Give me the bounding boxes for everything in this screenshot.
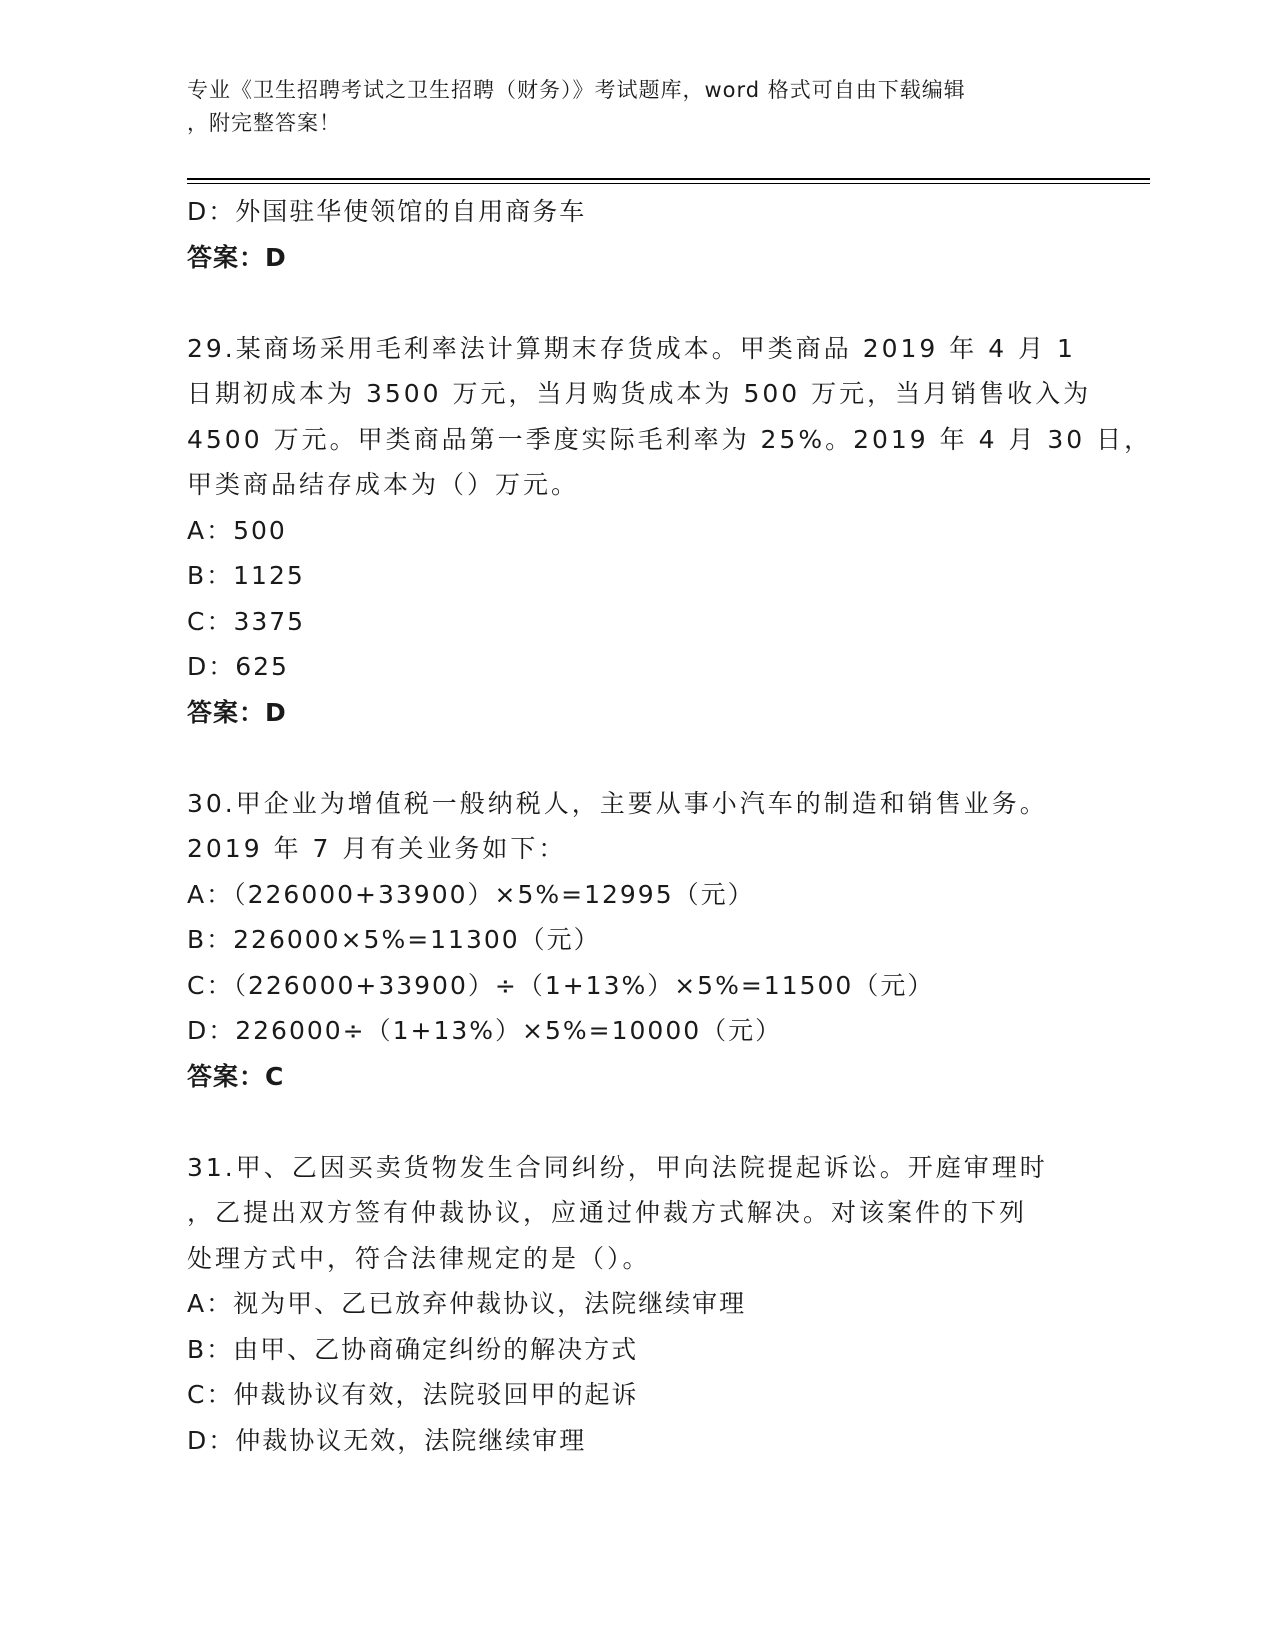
question-stem — [187, 781, 1087, 872]
block-gap — [187, 735, 1087, 781]
answer-option: B：1125 — [187, 561, 305, 590]
question-stem-line: 处理方式中，符合法律规定的是（）。 — [187, 1243, 651, 1273]
header-line-1: 专业《卫生招聘考试之卫生招聘（财务）》考试题库，word 格式可自由下载编辑 — [187, 78, 966, 102]
header-line-2: ，附完整答案！ — [187, 111, 341, 135]
answer-key: 答案：D — [187, 242, 287, 272]
answer-option: D：625 — [187, 652, 289, 681]
answer-option: B：由甲、乙协商确定纠纷的解决方式 — [187, 1334, 639, 1364]
answer-option: A：（226000+33900）×5%=12995（元） — [187, 879, 755, 909]
question-block — [187, 326, 1153, 736]
question-stem-line: 2019 年 7 月有关业务如下： — [187, 834, 567, 863]
question-list — [187, 189, 1153, 1463]
question-stem-line: 30.甲企业为增值税一般纳税人，主要从事小汽车的制造和销售业务。 — [187, 788, 1048, 818]
answer-option: B：226000×5%=11300（元） — [187, 925, 601, 954]
question-stem-line: 29.某商场采用毛利率法计算期末存货成本。甲类商品 2019 年 4 月 1 — [187, 333, 1076, 363]
answer-option: D：外国驻华使领馆的自用商务车 — [187, 197, 587, 226]
block-gap — [187, 1099, 1087, 1145]
question-stem-line: 日期初成本为 3500 万元，当月购货成本为 500 万元，当月销售收入为 — [187, 379, 1092, 408]
page-header — [187, 74, 1067, 140]
answer-option: C：仲裁协议有效，法院驳回甲的起诉 — [187, 1380, 639, 1409]
question-stem — [187, 1145, 1087, 1282]
block-gap — [187, 280, 1087, 326]
header-rule-thick — [187, 178, 1150, 180]
question-stem-line: 4500 万元。甲类商品第一季度实际毛利率为 25%。2019 年 4 月 30 日， — [187, 424, 1153, 454]
answer-option: A：500 — [187, 515, 287, 545]
question-block — [187, 781, 1087, 1100]
question-block — [187, 189, 1087, 280]
header-rule-thin — [187, 183, 1150, 184]
answer-option: D：226000÷（1+13%）×5%=10000（元） — [187, 1016, 783, 1045]
question-stem — [187, 326, 1153, 508]
answer-key: 答案：D — [187, 697, 287, 727]
answer-option: D：仲裁协议无效，法院继续审理 — [187, 1425, 587, 1455]
question-stem-line: ，乙提出双方签有仲裁协议，应通过仲裁方式解决。对该案件的下列 — [187, 1198, 1028, 1227]
answer-option: C：（226000+33900）÷（1+13%）×5%=11500（元） — [187, 970, 935, 1000]
question-block — [187, 1145, 1087, 1464]
answer-key: 答案：C — [187, 1061, 285, 1091]
question-stem-line: 甲类商品结存成本为（）万元。 — [187, 470, 580, 499]
answer-option: A：视为甲、乙已放弃仲裁协议，法院继续审理 — [187, 1289, 747, 1318]
answer-option: C：3375 — [187, 606, 306, 636]
question-stem-line: 31.甲、乙因买卖货物发生合同纠纷，甲向法院提起诉讼。开庭审理时 — [187, 1152, 1048, 1182]
